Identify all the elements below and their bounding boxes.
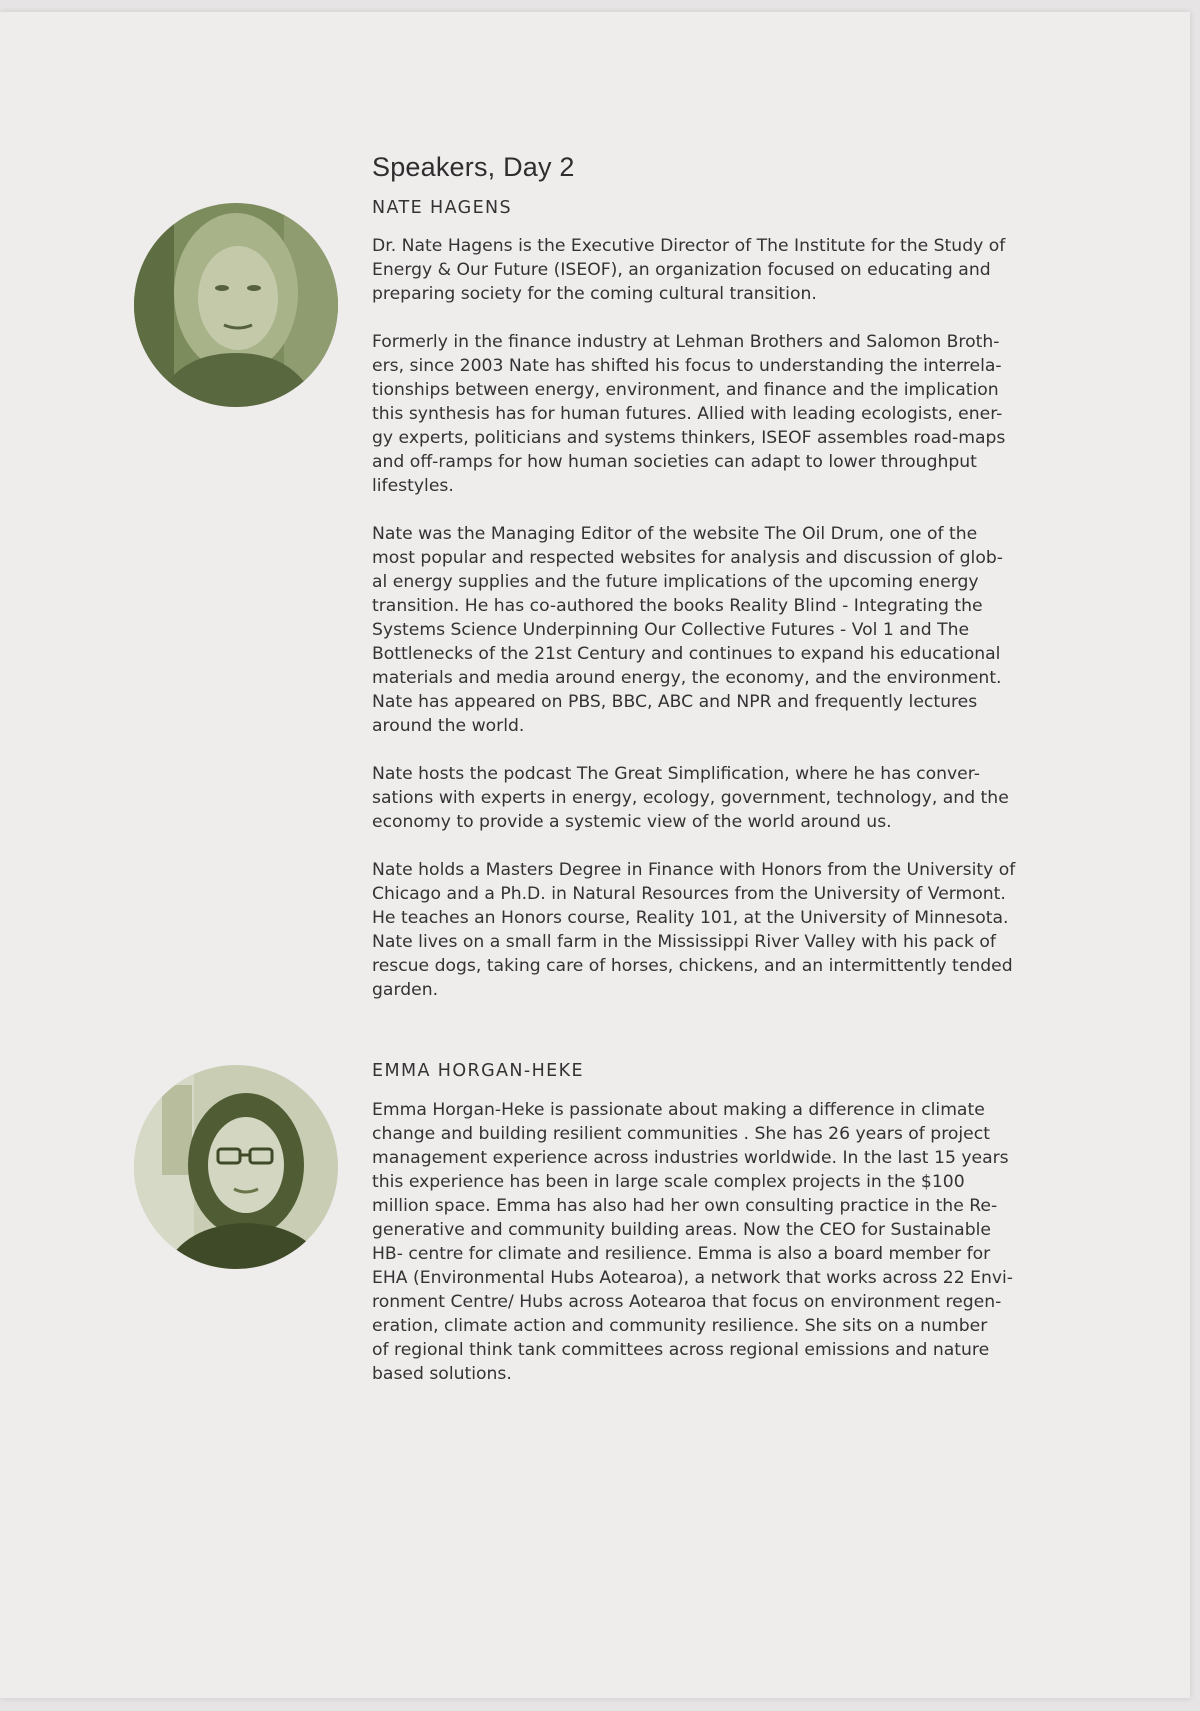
speaker-bio-emma-horgan-heke (372, 1098, 1072, 1410)
bio-paragraph: Nate holds a Masters Degree in Finance with Honors from the University of Chicago and a Ph.D. in Natural Resources from the University of Vermont. He teaches an Honors course, Reality 101, at the University of Minnesota. Nate lives on a small farm in the Mississippi River Valley with his pack of rescue dogs, taking care of horses, chickens, and an intermittently tended garden. (372, 860, 1016, 1000)
bio-paragraph: Nate was the Managing Editor of the website The Oil Drum, one of the most popular and respected websites for analysis and discussion of glob- al energy supplies and the future implications of the upcoming energy transition. He has co-authored the books Reality Blind - Integrating the Systems Science Underpinning Our Collective Futures - Vol 1 and The Bottlenecks of the 21st Century and continues to expand his educational materials and media around energy, the economy, and the environment. Nate has appeared on PBS, BBC, ABC and NPR and frequently lectures around the world. (372, 524, 1003, 736)
page-title: Speakers, Day 2 (372, 152, 575, 182)
speaker-name-nate-hagens: NATE HAGENS (372, 198, 513, 218)
speaker-name-emma-horgan-heke: EMMA HORGAN-HEKE (372, 1061, 584, 1081)
bio-paragraph: Formerly in the finance industry at Lehman Brothers and Salomon Broth- ers, since 2003 Nate has shifted his focus to understanding the interrela- tionships between energy, environment, and finance and the implication this synthesis has for human futures. Allied with leading ecologists, ener- gy experts, politicians and systems thinkers, ISEOF assembles road-maps and off-ramps for how human societies can adapt to lower throughput lifestyles. (372, 332, 1006, 496)
speaker-photo-nate-hagens (134, 203, 338, 407)
bio-paragraph: Nate hosts the podcast The Great Simplification, where he has conver- sations with experts in energy, ecology, government, technology, and the economy to provide a systemic view of the world around us. (372, 764, 1009, 832)
bio-paragraph: Emma Horgan-Heke is passionate about making a difference in climate change and building resilient communities . She has 26 years of project management experience across industries worldwide. In the last 15 years this experience has been in large scale complex projects in the $100 million space. Emma has also had her own consulting practice in the Re- generative and community building areas. Now the CEO for Sustainable HB- centre for climate and resilience. Emma is also a board member for EHA (Environmental Hubs Aotearoa), a network that works across 22 Envi- ronment Centre/ Hubs across Aotearoa that focus on environment regen- eration, climate action and community resilience. She sits on a number of regional think tank committees across regional emissions and nature based solutions. (372, 1100, 1013, 1384)
speaker-photo-emma-horgan-heke (134, 1065, 338, 1269)
speaker-bio-nate-hagens (372, 234, 1072, 1026)
bio-paragraph: Dr. Nate Hagens is the Executive Director of The Institute for the Study of Energy & Our Future (ISEOF), an organization focused on educating and preparing society for the coming cultural transition. (372, 236, 1006, 304)
document-page (0, 12, 1190, 1698)
